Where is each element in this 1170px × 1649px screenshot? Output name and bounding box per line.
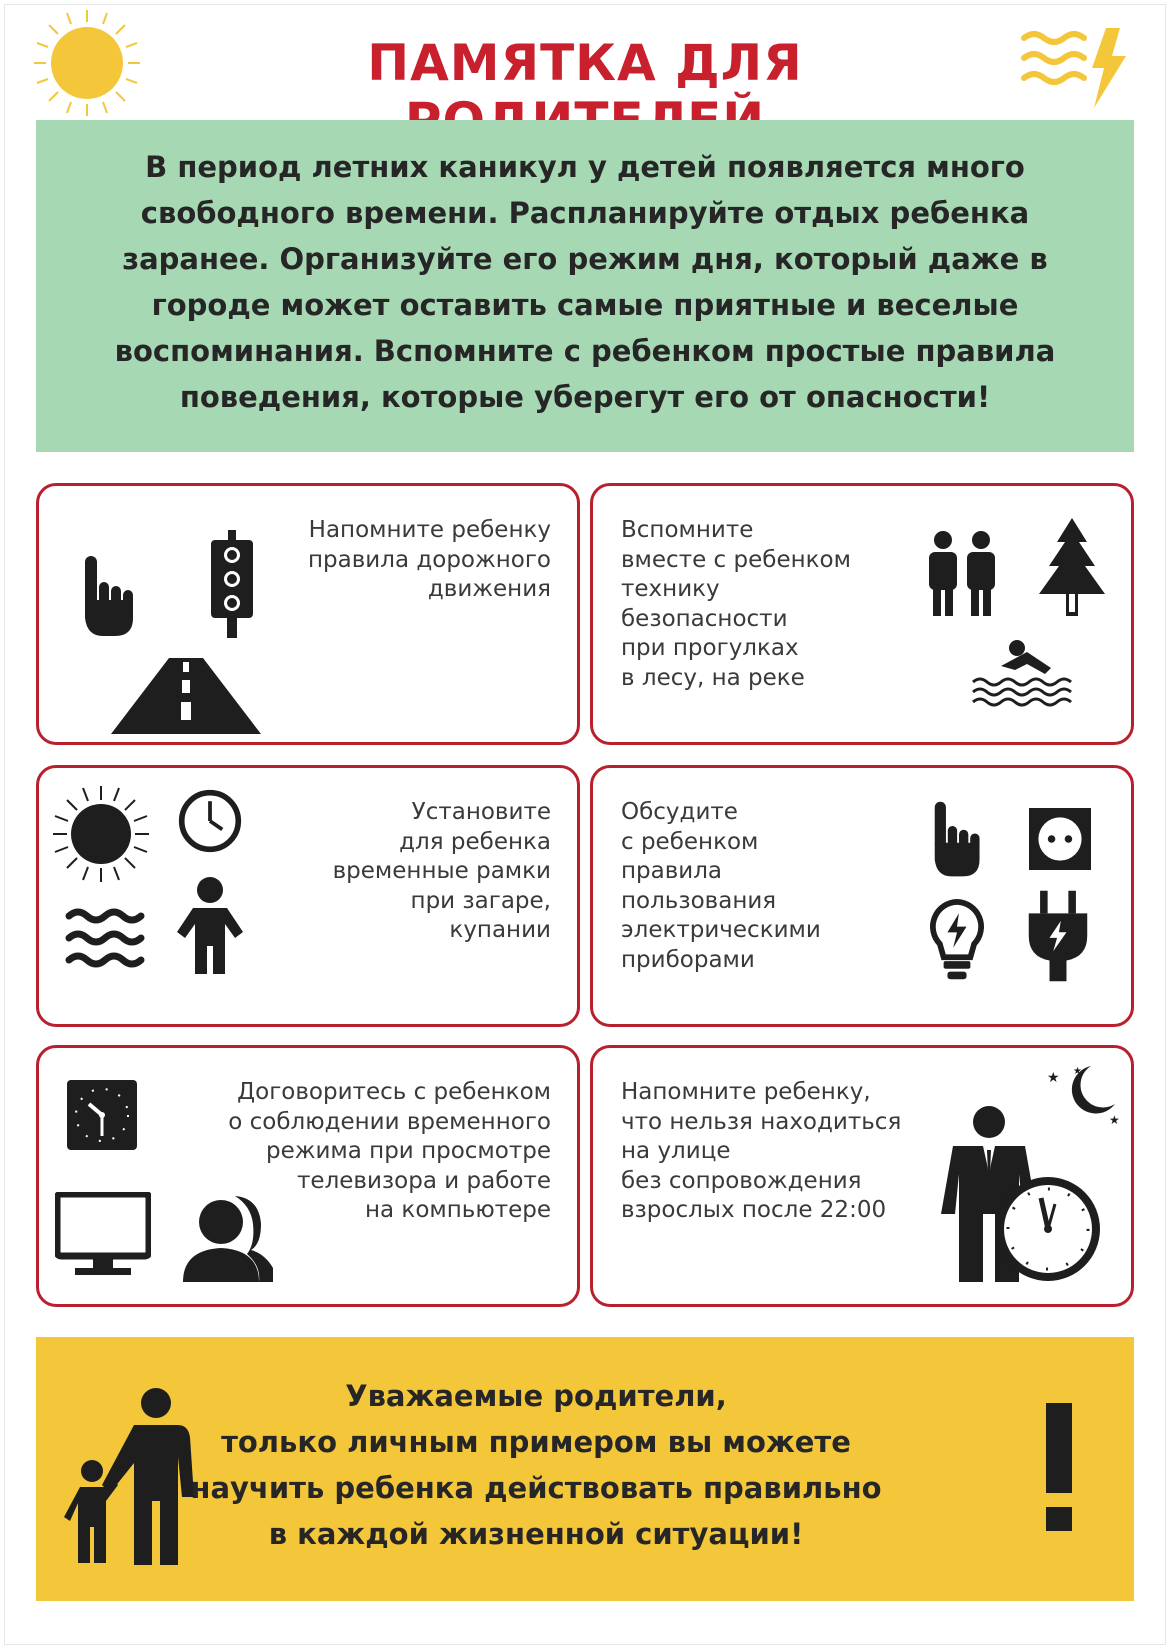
- bottom-message: Уважаемые родители, только личным примером вы можете научить ребенка действовать правильно в каждой жизненной ситуации!: [190, 1379, 882, 1551]
- card-text: Установите для ребенка временные рамки при загаре, купании: [332, 799, 551, 943]
- moon-stars-icon: [1043, 1058, 1123, 1128]
- fir-tree-icon: [1037, 518, 1107, 618]
- svg-text:★: ★: [1047, 1070, 1060, 1086]
- bottom-banner: [36, 1337, 1134, 1601]
- clock-icon: [993, 1174, 1103, 1284]
- svg-text:★: ★: [1109, 1113, 1120, 1127]
- card-traffic-rules: [36, 483, 580, 745]
- exclamation-icon: [1044, 1403, 1074, 1533]
- sun-icon: [32, 8, 142, 118]
- monitor-icon: [55, 1192, 151, 1278]
- parent-child-icon: [64, 1387, 204, 1567]
- card-text: Напомните ребенку правила дорожного движения: [308, 517, 551, 602]
- card-screen-time: [36, 1045, 580, 1307]
- pointing-hand-icon: [929, 798, 989, 882]
- traffic-light-icon: [207, 530, 257, 640]
- road-icon: [111, 658, 261, 738]
- svg-text:★: ★: [1073, 1066, 1082, 1077]
- card-text: Обсудите с ребенком правила пользования электрическими приборами: [621, 799, 821, 973]
- card-text: Вспомните вместе с ребенком технику безопасности при прогулках в лесу, на реке: [621, 517, 851, 691]
- clock-icon: [177, 788, 243, 854]
- clock-square-icon: [67, 1080, 137, 1150]
- water-waves-icon: [65, 904, 145, 974]
- light-bulb-icon: [927, 898, 987, 984]
- card-text: Напомните ребенку, что нельзя находиться на улице без сопровождения взрослых после 22:00: [621, 1079, 902, 1223]
- card-sun-bathing: [36, 765, 580, 1027]
- card-curfew: [590, 1045, 1134, 1307]
- card-text: Договоритесь с ребенком о соблюдении временного режима при просмотре телевизора и работе на компьютере: [228, 1079, 551, 1223]
- child-icon: [175, 876, 245, 976]
- wind-lightning-icon: [1020, 22, 1132, 112]
- sun-icon: [51, 784, 151, 884]
- power-socket-icon: [1029, 808, 1091, 870]
- card-forest-river: [590, 483, 1134, 745]
- people-icon: [923, 530, 1003, 620]
- swimmer-icon: [971, 638, 1081, 718]
- intro-text: В период летних каникул у детей появляется много свободного времени. Распланируйте отдых ребенка заранее. Организуйте его режим дня, который даже в городе может оставить самые приятные и веселые воспоминания. Вспомните с ребенком простые правила поведения, которые уберегут его от опасности!: [36, 120, 1134, 452]
- page-title: ПАМЯТКА ДЛЯ: [367, 34, 803, 92]
- card-electric-devices: [590, 765, 1134, 1027]
- pointing-hand-icon: [81, 552, 141, 642]
- electric-plug-icon: [1025, 888, 1091, 984]
- people-profile-icon: [181, 1188, 277, 1284]
